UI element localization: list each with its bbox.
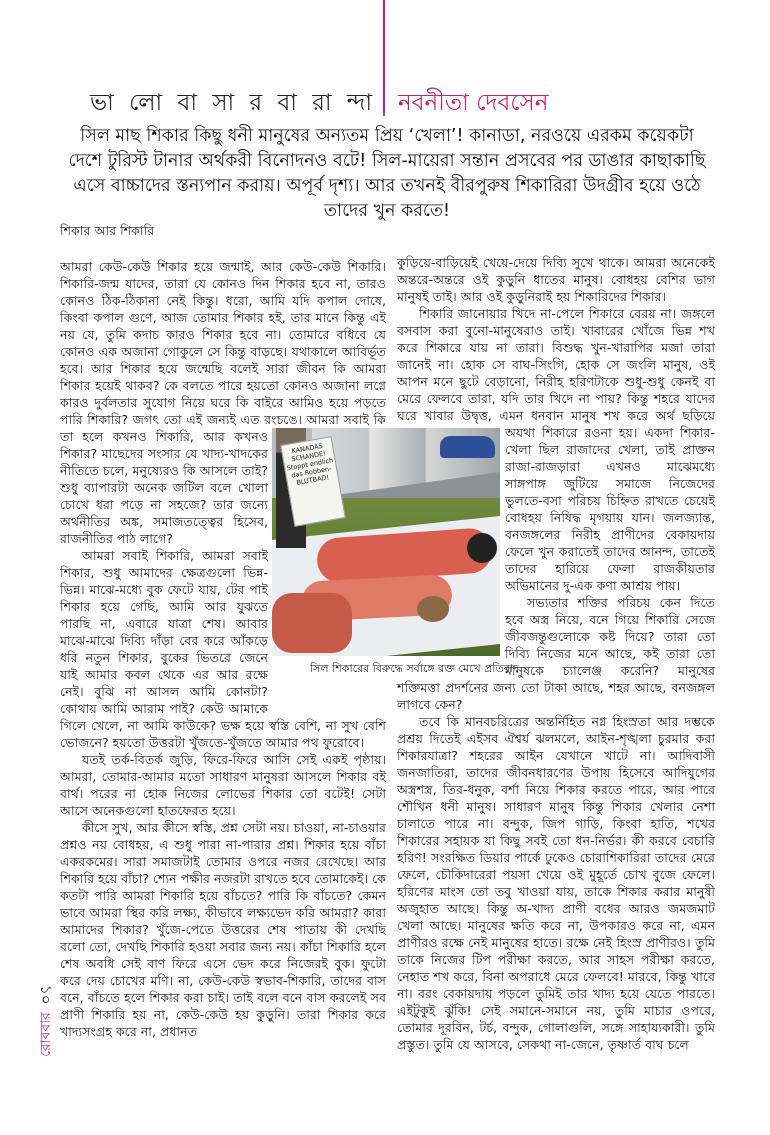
magazine-name: রোববার <box>38 1012 54 1057</box>
body-paragraph: আমরা কেউ-কেউ শিকার হয়ে জন্মাই, আর কেউ-কেউ শিকারি। শিকারি-জন্ম যাদের, তারা যে কোনও দিন শিকার হবে না, তারও কোনও ঠিক-ঠিকানা নেই কিন্তু। ধরো, আমি যদি কপাল দোষে, কিংবা কপাল গুণে, আজ তোমার শিকার হই, তার মানে কিন্তু এই নয় যে, তুমি কদাচ কারও শিকার হবে না। তোমারে বধিবে যে কোনও এক অজানা গোকুলে সে কিন্তু বাড়ছে। যথাকালে আবির্ভূত হবে। আর শিকার হয়ে জন্মেছি বলেই সারা জীবন কি আমরা শিকার হয়েই থাকব? কে বলতে পারে হয়তো কোনও অজানা লগ্নে কারও দুর্বলতার সুযোগ নিয়ে ঘরে কি বাইরে আমিও হয়ে পড়তে পারি শিকারি? জগৎ তো এই জন্যই এত রংচঙে। আমরা সবাই কি তা হলে কখনও শিকারি, আর কখনও শিকার? মাছেদের সংসার যে খাদ্য-খাদকের নীতিতে চলে, মনুষ্যেরও কি আসলে তাই? শুধু ব্যাপারটা অনেক জটিল বলে খোলা চোখে ধরা পড়ে না সহজে? তার জন্যে অর্থনীতির অঙ্ক, সমাজতত্ত্বের হিসেব, রাজনীতির পাঠ লাগে? <box>60 259 386 546</box>
photo-caption: সিল শিকারের বিরুদ্ধে সর্বাঙ্গে রক্ত মেখে প্রতিবাদ <box>310 662 519 675</box>
body-paragraph: যতই তর্ক-বিতর্ক জুড়ি, ফিরে-ফিরে আসি সেই একই পৃষ্ঠায়। আমরা, তোমার-আমার মতো সাধারণ মানুষরা আসলে শিকার বই বার্থ। পরের না হোক নিজের লোভের শিকার তো বটেই! সেটা আসে অনেকগুলো হাতফেরত হয়ে। <box>60 752 386 818</box>
header-divider <box>383 0 385 116</box>
body-paragraph: তবে কি মানবচরিত্রের অন্তর্নিহিত নগ্ন হিংস্রতা আর দম্ভকে প্রশ্রয় দিতেই এইসব ঐশ্বর্য ঝলমলে, আইন-শৃঙ্খলা চুরমার করা শিকারযাত্রা? শহরের আইন যেখানে খাটে না। আদিবাসী জনজাতিরা, তাদের জীবনধারণের উপায় হিসেবে আদিযুগের অস্ত্রশস্ত্র, তির-ধনুক, বর্শা নিয়ে শিকার করতে পারে, আর পারে শৌখিন ধনী মানুষ। সাধারণ মানুষ কিন্তু শিকার খেলার নেশা চালাতে পারে না। বন্দুক, জিপ গাড়ি, কিংবা হাতি, শখের শিকারের সহায়ক যা কিছু সবই তো ধন-নির্ভর। কী করবে বেচারি হরিণ! সংরক্ষিত ডিয়ার পার্কে ঢুকেও চোরাশিকারিরা তাদের মেরে ফেলে, চৌকিদারেরা পয়সা খেয়ে ওই মুহূর্তে চোখ বুজে ফেলে। হরিণের মাংস তো তবু খাওয়া যায়, তাকে শিকার করার মানুষী অজুহাত আছে। কিন্তু অ-খাদ্য প্রাণী বধের আরও জমজমাট খেলা আছে। মানুষের ক্ষতি করে না, উপকারও করে না, এমন প্রাণীরও রক্ষে নেই মানুষের হাতে। রক্ষে নেই হিংস্র প্রাণীরও। তুমি তাকে নিজের টিপ পরীক্ষা করতে, আর সাহস পরীক্ষা করতে, নেহাত শখ করে, বিনা অপরাধে মেরে ফেলবে! মারবে, কিন্তু খাবে না। বরং বেকায়দায় পড়লে তুমিই তার খাদ্য হয়ে যেতে পারতে। এইটুকুই ঝুঁকি! সেই সমানে-সমানে নয়, তুমি মাচার ওপরে, তোমার দূরবিন, টর্চ, বন্দুক, গোলাগুলি, সঙ্গে সাহায্যকারী। তুমি প্রস্তুত। তুমি যে আসবে, সেকথা না-জেনে, তৃষ্ণার্ত বাঘ চলে <box>397 714 715 1052</box>
column-title: ভা লো বা সা র বা রা ন্দা <box>89 90 376 116</box>
page-number: ১০ <box>37 985 55 1005</box>
body-paragraph: কীসে সুখ, আর কীসে স্বস্তি, প্রশ্ন সেটা নয়। চাওয়া, না-চাওয়ার প্রশ্নও নয় বোধহয়, এ শুধু পারা না-পারার প্রশ্ন। শিকার হয়ে বাঁচা একরকমের। সারা সমাজটাই তোমার ওপরে নজর রেখেছে। আর শিকারি হয়ে বাঁচা? শ্যেন পক্ষীর নজরটা রাখতে হবে তোমাকেই। কে কতটা পারি আমরা শিকারি হয়ে বাঁচতে? পারি কি বাঁচতে? কেমন ভাবে আমরা স্থির করি লক্ষ্য, কীভাবে লক্ষ্যভেদ করি আমরা? কারা আমাদের শিকার? খুঁজে-পেতে উত্তরের শেষ পাতায় কী দেখছি বলো তো, দেখছি শিকারি হওয়া সবার জন্য নয়। কাঁচা শিকারি হলে শেষ অবধি সেই বাণ ফিরে এসে ভেদ করে নিজেরই বুক। ফুটো করে দেয় চোখের মণি। না, কেউ-কেউ স্বভাব-শিকারি, তাদের বাস বনে, বাঁচতে হলে শিকার করা চাই। তাই বলে বনে বাস করলেই সব প্রাণী শিকারি হয় না, কেউ-কেউ হয় কুড়ুনি। তারা শিকার করে খাদ্যসংগ্রহ করে না, প্রধানত <box>60 820 386 1039</box>
lead-paragraph: সিল মাছ শিকার কিছু ধনী মানুষের অন্যতম প্রিয় ‘খেলা’! কানাডা, নরওয়ে এরকম কয়েকটা দেশে টুরিস্ট টানার অর্থকরী বিনোদনও বটে! সিল-মায়েরা সন্তান প্রসবের পর ডাঙার কাছাকাছি এসে বাচ্চাদের স্তন্যপান করায়। অপূর্ব দৃশ্য। আর তখনই বীরপুরুষ শিকারিরা উদগ্রীব হয়ে ওঠে তাদের খুন করতে! <box>68 126 706 221</box>
subheading: শিকার আর শিকারি <box>60 223 155 238</box>
protest-photo <box>272 428 500 656</box>
body-paragraph: কুড়িয়ে-বাড়িয়েই খেয়ে-দেয়ে দিব্যি সুখে থাকে। আমরা অনেকেই অন্তরে-অন্তরে ওই কুড়ুনি ধাতের মানুষ। বোধহয় বেশির ভাগ মানুষই তাই। আর ওই কুড়ুনিরাই হয় শিকারিদের শিকার। <box>397 255 715 304</box>
body-paragraph: আমরা সবাই শিকারি, আমরা সবাই শিকার, শুধু আমাদের ক্ষেত্রগুলো ভিন্ন-ভিন্ন। মাঝে-মধ্যে বুক ফেটে যায়, টের পাই শিকার হয়ে গেছি, আমি আর যুঝতে পারছি না, এবারে যাত্রা শেষ। আবার মাঝে-মাঝে দিব্যি দাঁড়া বের করে আঁকড়ে ধরি নতুন শিকার, বুকের ভিতরে জেনে যাই আমার কবল থেকে এর আর রক্ষে নেই। বুঝি না আসল আমি কোনটা? কোথায় আমি আরাম পাই? কেউ আমাকে গিলে খেলে, না আমি কাউকে? ভক্ষ হয়ে স্বস্তি বেশি, না সুখ বেশি ভোজনে? হয়তো উত্তরটা খুঁজতে-খুঁজতে আমার পথ ফুরোবে। <box>60 548 386 750</box>
author-name: নবনীতা দেবসেন <box>398 90 549 116</box>
car <box>440 436 495 458</box>
protest-sign: KANADAS SCHANDE! Stoppt endlich das Robben-BLUTBAD! <box>280 436 346 527</box>
body-paragraph: শিকারি জানোয়ার খিদে না-পেলে শিকারে বেরয় না। জঙ্গলে বসবাস করা বুনো-মানুষেরাও তাই। খাবারের খোঁজে ভিন্ন শখ করে শিকারে যায় না তারা। বিশুদ্ধ খুন-খারাপির মজা তারা জানেই না। হোক সে বাঘ-সিংগি, হোক সে জংলি মানুষ, ওই আপন মনে ছুটে বেড়ানো, নিরীহ হরিণটাকে শুধু-শুধু কেনই বা মেরে ফেলবে তারা, যদি তার খিদে না পায়? কিন্তু শহরে যাদের ঘরে খাবার উদ্বৃত্ত, এমন ধনবান মানুষ শখ করে অর্থ ছড়িয়ে অযথা শিকারে রওনা হয়। একদা শিকার-খেলা ছিল রাজাদের খেলা, তাই প্রাক্তন রাজা-রাজড়ারা এখনও মাঝেমধ্যে সাঙ্গপাঙ্গ জুটিয়ে সমাজে নিজেদের ভুলতে-বসা পরিচয় চিহ্নিত রাখতে চেয়েই বোধহয় নিষিদ্ধ মৃগয়ায় যান। জলজ্যান্ত, বনজঙ্গলের নিরীহ প্রাণীদের বেকায়দায় ফেলে খুন করাতেই তাদের আনন্দ, তাতেই তাদের হারিয়ে ফেলা রাজকীয়তার অভিমানের দু-এক কণা আশ্রয় পায়। <box>397 306 715 593</box>
body-paragraph: সভ্যতার শক্তির পরিচয় কেন দিতে হবে অস্ত্র নিয়ে, বনে গিয়ে শিকারি সেজে জীবজন্তুগুলোকে কষ্ট দিয়ে? তারা তো দিব্যি নিজের মনে আছে, কই তারা তো মানুষকে চ্যালেঞ্জ করেনি? মানুষের শক্তিমত্তা প্রদর্শনের জন্য তো টাকা আছে, শহর আছে, বনজঙ্গল লাগবে কেন? <box>397 595 715 712</box>
